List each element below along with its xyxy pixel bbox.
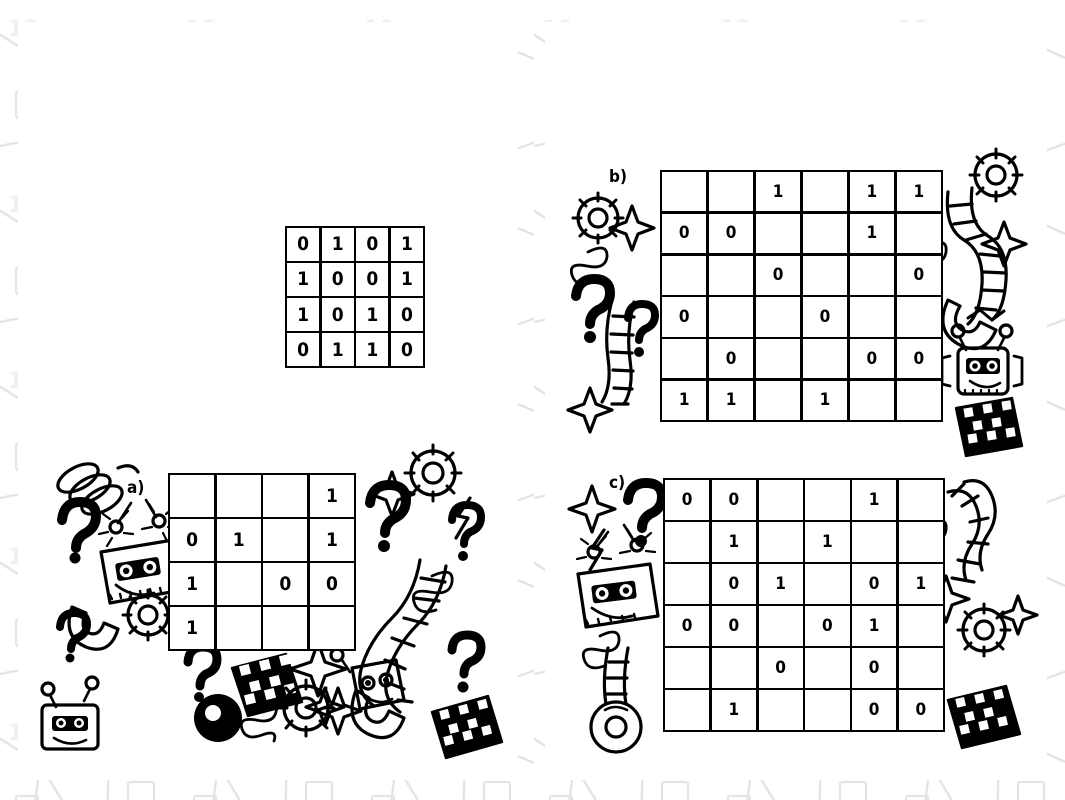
grid-cell[interactable] — [170, 475, 214, 517]
grid-cell: 0 — [850, 339, 894, 378]
grid-cell[interactable] — [756, 381, 800, 420]
grid-cell: 1 — [709, 381, 753, 420]
puzzle-b-label: b) — [609, 167, 627, 187]
grid-cell: 0 — [665, 480, 709, 520]
puzzle-a-grid[interactable] — [168, 473, 356, 651]
grid-cell: 0 — [391, 298, 423, 331]
grid-cell[interactable] — [665, 564, 709, 604]
grid-cell[interactable] — [899, 480, 943, 520]
grid-cell: 0 — [170, 519, 214, 561]
grid-cell[interactable] — [759, 522, 803, 562]
grid-cell[interactable] — [805, 564, 849, 604]
grid-cell[interactable] — [665, 690, 709, 730]
grid-cell[interactable] — [805, 480, 849, 520]
grid-cell[interactable] — [263, 519, 307, 561]
grid-cell: 1 — [759, 564, 803, 604]
grid-cell: 1 — [287, 263, 319, 296]
grid-cell[interactable] — [850, 297, 894, 336]
grid-cell[interactable] — [709, 256, 753, 295]
grid-cell[interactable] — [217, 607, 261, 649]
grid-cell: 1 — [170, 563, 214, 605]
grid-cell[interactable] — [803, 214, 847, 253]
grid-cell: 1 — [287, 298, 319, 331]
grid-cell: 0 — [759, 648, 803, 688]
grid-cell: 0 — [897, 256, 941, 295]
grid-cell: 1 — [310, 475, 354, 517]
grid-cell: 0 — [356, 263, 388, 296]
grid-cell[interactable] — [805, 690, 849, 730]
grid-cell: 1 — [803, 381, 847, 420]
puzzle-c-label: c) — [609, 473, 626, 493]
grid-cell: 1 — [850, 172, 894, 211]
grid-cell: 0 — [391, 333, 423, 366]
grid-cell[interactable] — [263, 607, 307, 649]
grid-cell: 1 — [662, 381, 706, 420]
grid-cell: 1 — [322, 228, 354, 261]
grid-cell[interactable] — [756, 214, 800, 253]
grid-cell[interactable] — [759, 690, 803, 730]
grid-cell: 0 — [712, 480, 756, 520]
grid-cell[interactable] — [897, 297, 941, 336]
grid-cell: 1 — [712, 690, 756, 730]
grid-cell[interactable] — [899, 522, 943, 562]
grid-cell[interactable] — [897, 381, 941, 420]
grid-cell: 1 — [899, 564, 943, 604]
grid-cell: 1 — [852, 480, 896, 520]
grid-cell: 0 — [756, 256, 800, 295]
puzzle-a-label: a) — [127, 478, 145, 498]
grid-cell: 1 — [712, 522, 756, 562]
grid-cell: 0 — [805, 606, 849, 646]
example-grid — [285, 226, 425, 368]
grid-cell[interactable] — [899, 606, 943, 646]
grid-cell[interactable] — [263, 475, 307, 517]
grid-cell: 0 — [310, 563, 354, 605]
grid-cell: 1 — [391, 228, 423, 261]
grid-cell[interactable] — [850, 256, 894, 295]
grid-cell: 1 — [356, 333, 388, 366]
grid-cell[interactable] — [217, 475, 261, 517]
grid-cell: 1 — [170, 607, 214, 649]
grid-cell[interactable] — [665, 648, 709, 688]
grid-cell: 1 — [322, 333, 354, 366]
grid-cell[interactable] — [662, 256, 706, 295]
grid-cell[interactable] — [852, 522, 896, 562]
grid-cell: 1 — [217, 519, 261, 561]
grid-cell: 1 — [756, 172, 800, 211]
grid-cell: 0 — [899, 690, 943, 730]
grid-cell: 0 — [803, 297, 847, 336]
grid-cell: 1 — [310, 519, 354, 561]
grid-cell: 0 — [662, 297, 706, 336]
grid-cell: 0 — [662, 214, 706, 253]
left-page — [18, 22, 518, 780]
grid-cell[interactable] — [709, 297, 753, 336]
grid-cell[interactable] — [897, 214, 941, 253]
grid-cell: 0 — [322, 298, 354, 331]
grid-cell: 0 — [712, 564, 756, 604]
grid-cell: 0 — [852, 690, 896, 730]
grid-cell: 0 — [356, 228, 388, 261]
grid-cell[interactable] — [662, 339, 706, 378]
grid-cell[interactable] — [850, 381, 894, 420]
grid-cell: 0 — [665, 606, 709, 646]
grid-cell[interactable] — [662, 172, 706, 211]
grid-cell: 1 — [391, 263, 423, 296]
grid-cell: 0 — [287, 333, 319, 366]
grid-cell[interactable] — [759, 480, 803, 520]
grid-cell[interactable] — [712, 648, 756, 688]
grid-cell: 0 — [709, 339, 753, 378]
grid-cell: 0 — [712, 606, 756, 646]
grid-cell: 1 — [805, 522, 849, 562]
grid-cell[interactable] — [803, 172, 847, 211]
grid-cell[interactable] — [665, 522, 709, 562]
grid-cell[interactable] — [756, 297, 800, 336]
grid-cell[interactable] — [310, 607, 354, 649]
grid-cell: 0 — [852, 564, 896, 604]
grid-cell: 0 — [263, 563, 307, 605]
grid-cell[interactable] — [709, 172, 753, 211]
grid-cell: 1 — [897, 172, 941, 211]
grid-cell: 1 — [852, 606, 896, 646]
grid-cell[interactable] — [805, 648, 849, 688]
grid-cell[interactable] — [217, 563, 261, 605]
grid-cell: 0 — [287, 228, 319, 261]
grid-cell: 1 — [356, 298, 388, 331]
grid-cell[interactable] — [803, 256, 847, 295]
grid-cell: 0 — [852, 648, 896, 688]
puzzle-b-grid[interactable] — [660, 170, 943, 422]
grid-cell: 1 — [850, 214, 894, 253]
grid-cell[interactable] — [759, 606, 803, 646]
grid-cell[interactable] — [756, 339, 800, 378]
grid-cell[interactable] — [899, 648, 943, 688]
grid-cell: 0 — [897, 339, 941, 378]
grid-cell: 0 — [709, 214, 753, 253]
puzzle-c-grid[interactable] — [663, 478, 945, 732]
grid-cell: 0 — [322, 263, 354, 296]
grid-cell[interactable] — [803, 339, 847, 378]
